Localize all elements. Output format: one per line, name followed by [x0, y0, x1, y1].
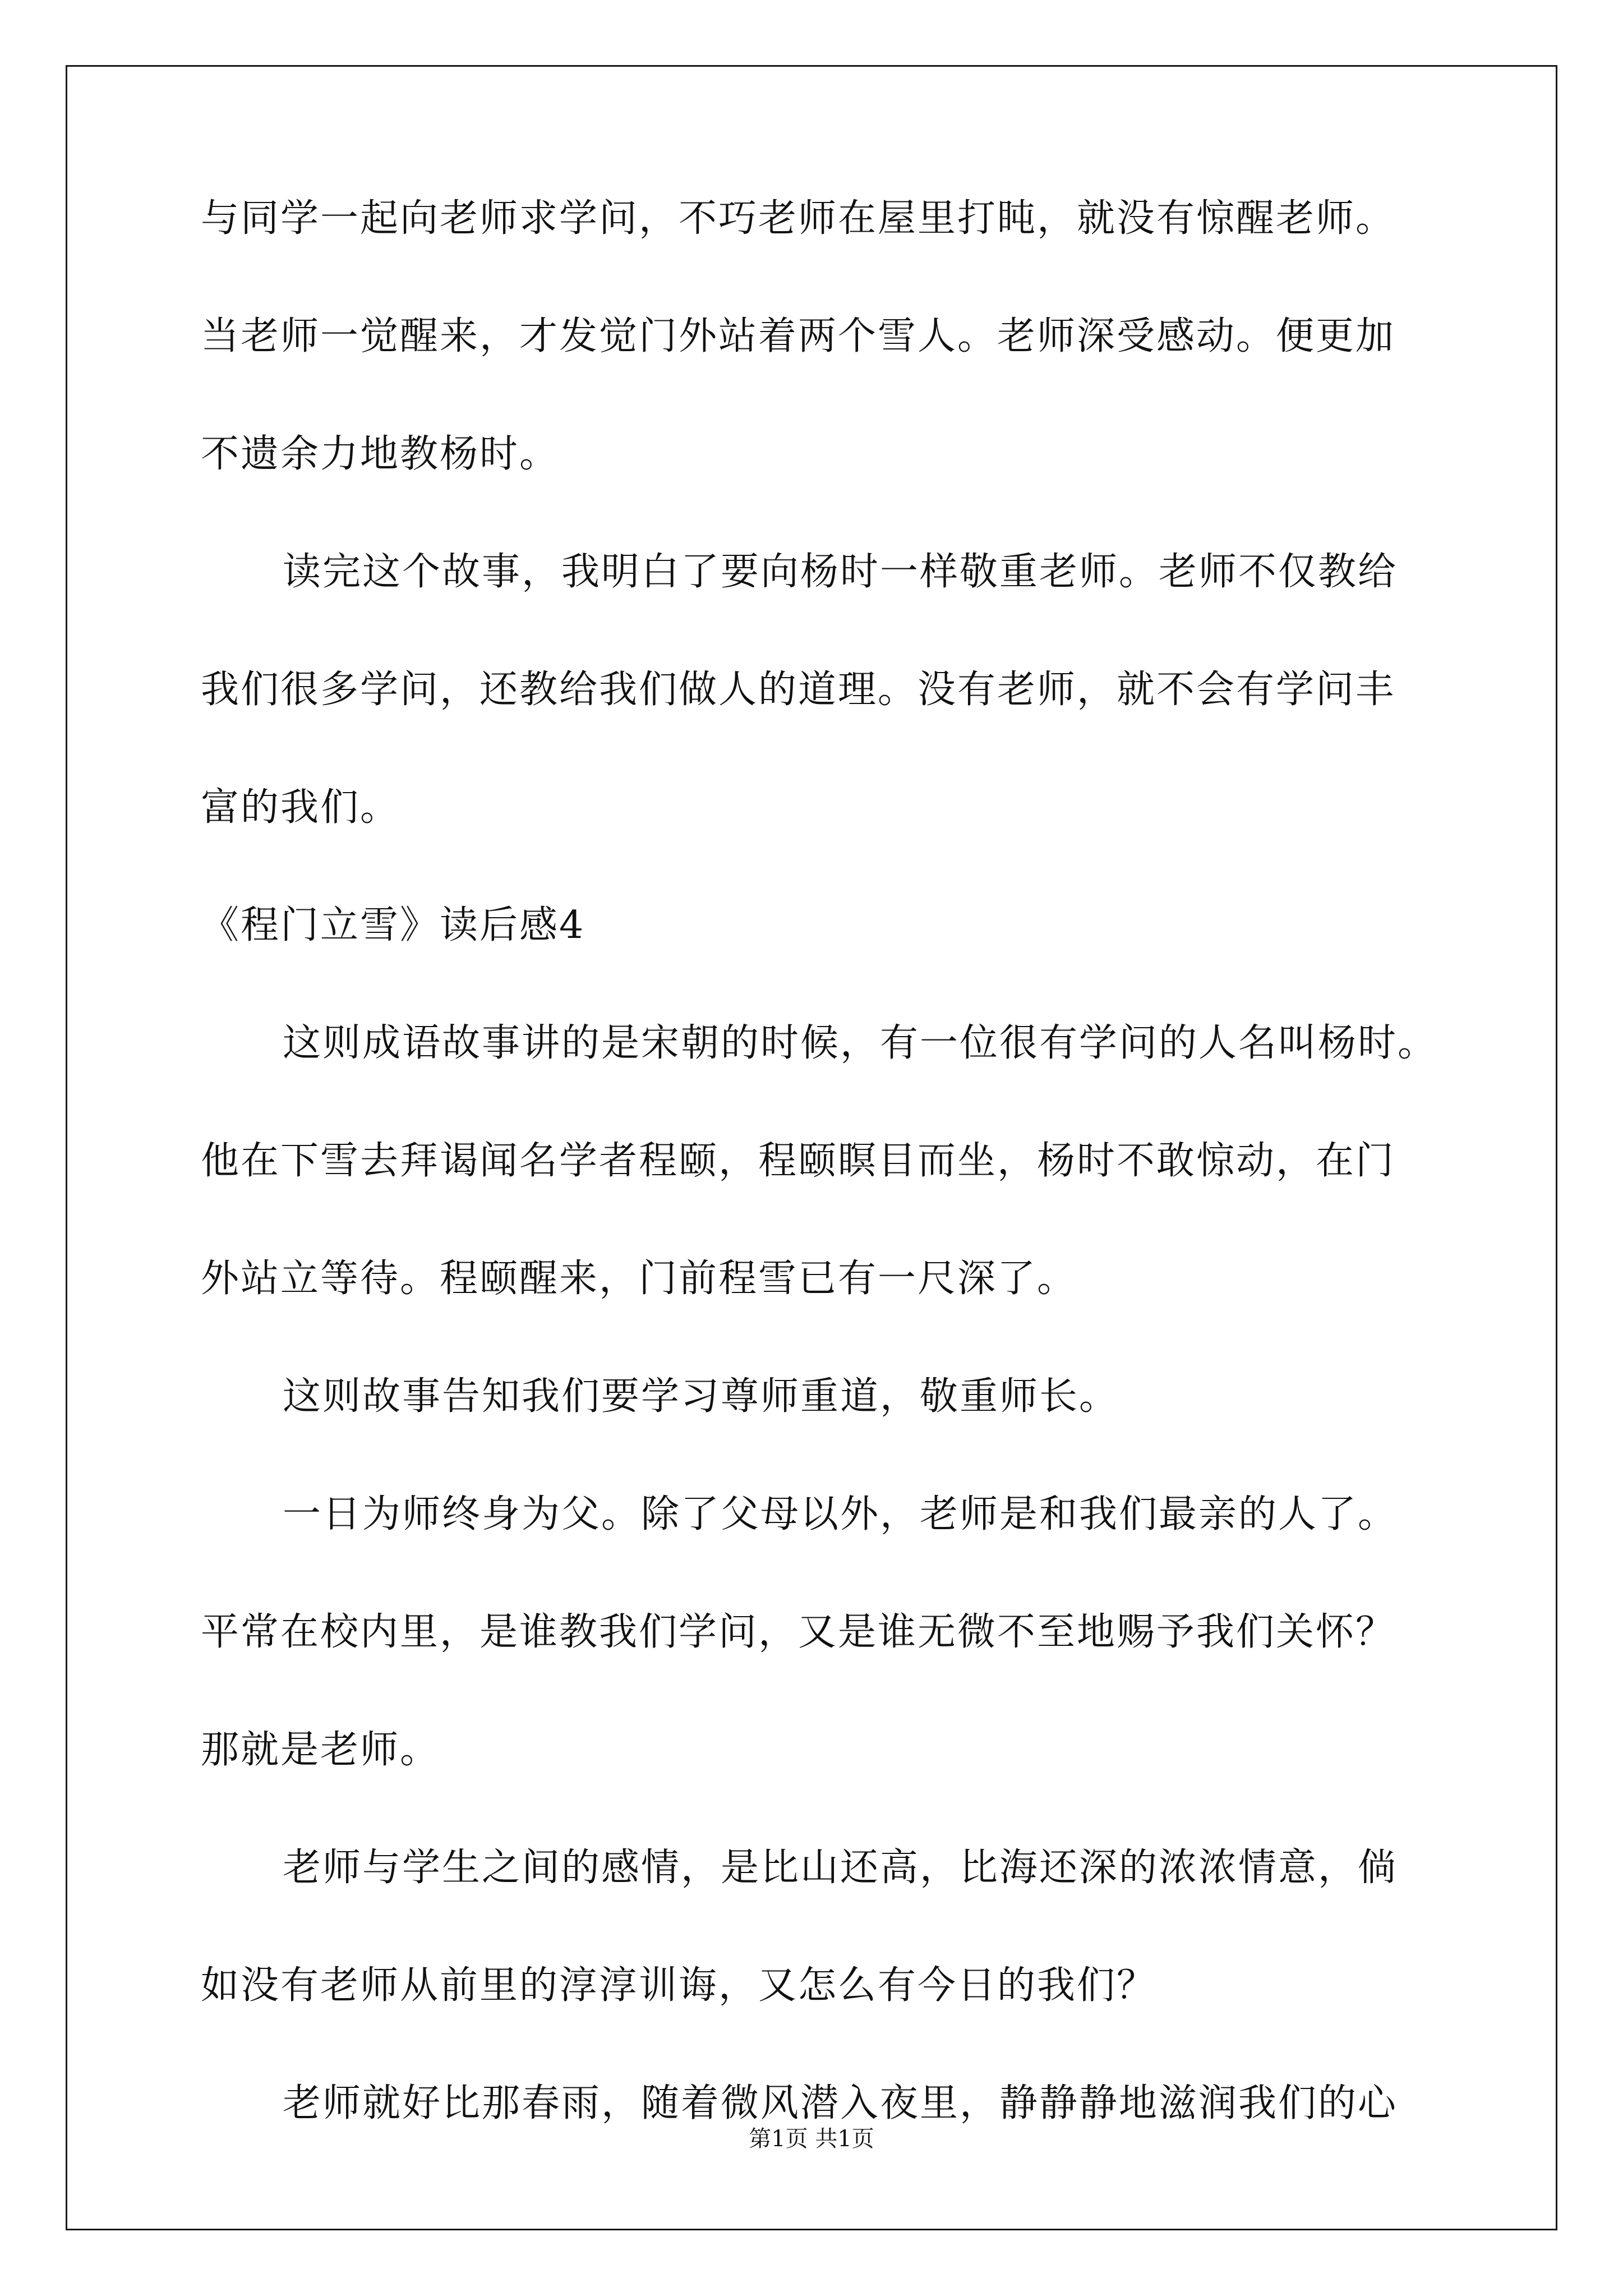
paragraph-start-line: 一日为师终身为父。除了父母以外，老师是和我们最亲的人了。 [283, 1492, 1398, 1536]
text-line: 富的我们。 [201, 785, 400, 830]
text-line: 我们很多学问，还教给我们做人的道理。没有老师，就不会有学问丰 [201, 668, 1396, 712]
text-line: 不遗余力地教杨时。 [201, 432, 560, 476]
paragraph-start-line: 这则成语故事讲的是宋朝的时候，有一位很有学问的人名叫杨时。 [283, 1021, 1438, 1065]
text-line: 他在下雪去拜谒闻名学者程颐，程颐瞑目而坐，杨时不敢惊动，在门 [201, 1139, 1396, 1183]
paragraph-start-line: 老师就好比那春雨，随着微风潜入夜里，静静静地滋润我们的心 [283, 2081, 1398, 2125]
paragraph-start-line: 读完这个故事，我明白了要向杨时一样敬重老师。老师不仅教给 [283, 550, 1398, 594]
text-line: 当老师一觉醒来，才发觉门外站着两个雪人。老师深受感动。便更加 [201, 314, 1396, 358]
section-heading: 《程门立雪》读后感4 [201, 903, 585, 947]
text-line: 如没有老师从前里的淳淳训诲，又怎么有今日的我们？ [201, 1963, 1157, 2008]
text-line: 与同学一起向老师求学问，不巧老师在屋里打盹，就没有惊醒老师。 [201, 196, 1396, 241]
text-line: 平常在校内里，是谁教我们学问，又是谁无微不至地赐予我们关怀？ [201, 1610, 1396, 1654]
paragraph-start-line: 老师与学生之间的感情，是比山还高，比海还深的浓浓情意，倘 [283, 1846, 1398, 1890]
paragraph-start-line: 这则故事告知我们要学习尊师重道，敬重师长。 [283, 1374, 1119, 1419]
text-line: 那就是老师。 [201, 1728, 440, 1772]
text-line: 外站立等待。程颐醒来，门前程雪已有一尺深了。 [201, 1257, 1077, 1301]
page-number-footer: 第1页 共1页 [749, 2126, 874, 2152]
